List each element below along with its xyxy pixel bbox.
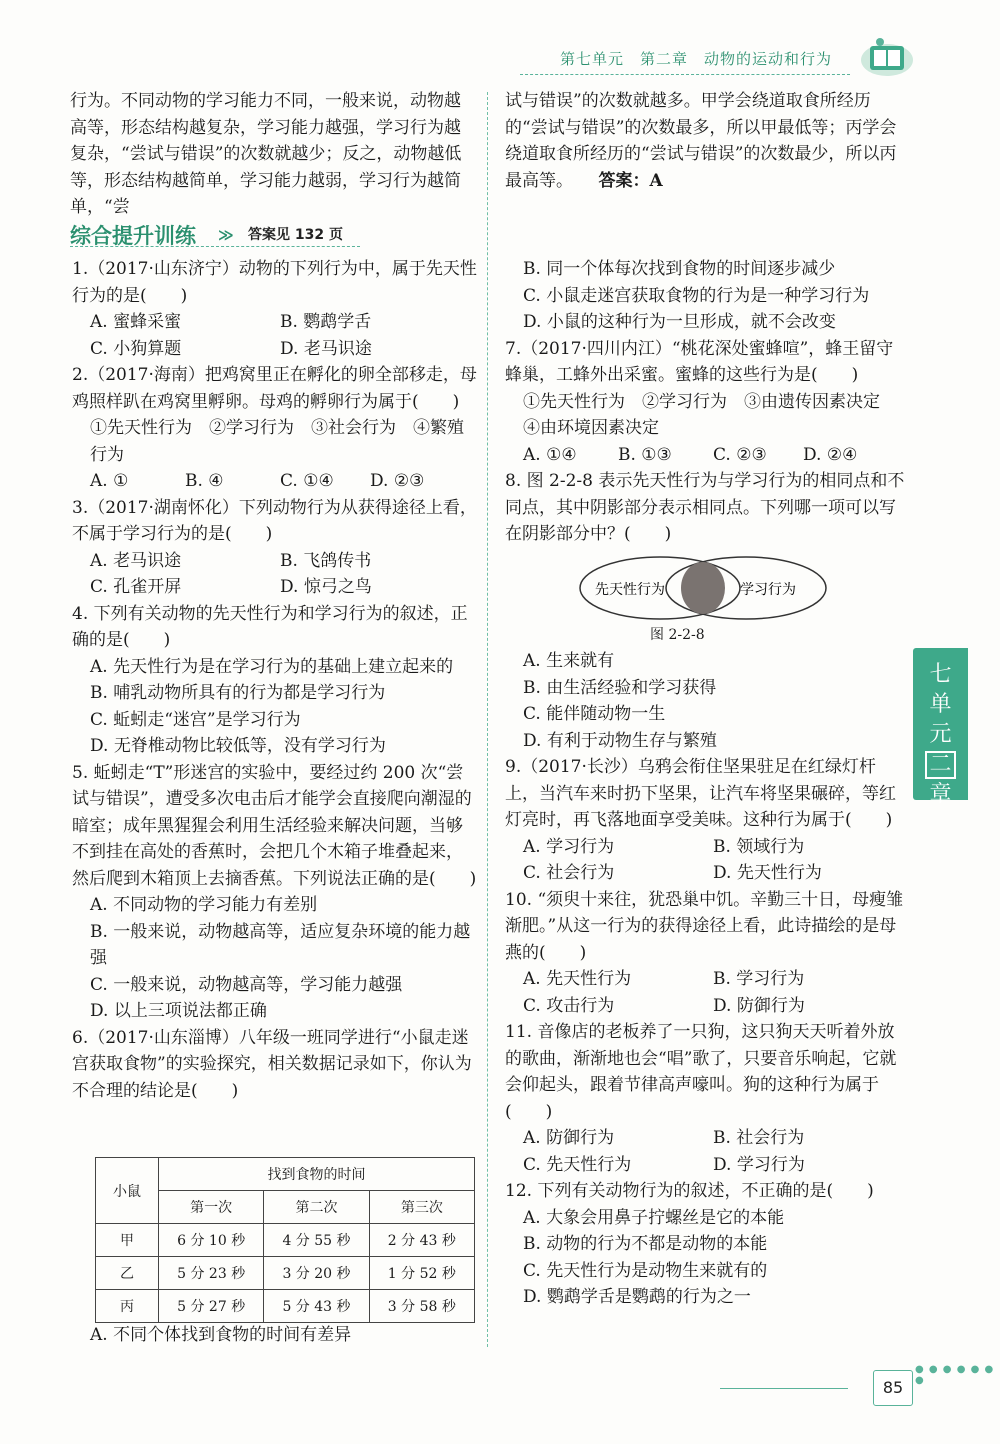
q11-options-2 bbox=[505, 1152, 905, 1179]
q2-options bbox=[72, 468, 477, 495]
q7-option-d: D. ②④ bbox=[803, 444, 858, 465]
q5-option-b: B. 一般来说，动物越高等，适应复杂环境的能力越强 bbox=[90, 921, 471, 968]
table-header-row bbox=[96, 1158, 475, 1191]
q1-stem: 1.（2017·山东济宁）动物的下列行为中，属于先天性行为的是( ) bbox=[72, 259, 477, 306]
intro-left bbox=[70, 88, 475, 221]
chapter-breadcrumb: 第七单元 第二章 动物的运动和行为 bbox=[560, 50, 833, 68]
section-arrow-icon: ≫ bbox=[218, 226, 234, 244]
q3-options-2 bbox=[72, 574, 477, 601]
table-row-name: 丙 bbox=[96, 1290, 159, 1323]
q12-option-c: C. 先天性行为是动物生来就有的 bbox=[523, 1260, 768, 1281]
q10-options-2 bbox=[505, 993, 905, 1020]
q9-stem: 9.（2017·长沙）乌鸦会衔住坚果驻足在红绿灯杆上，当汽车来时扔下坚果，让汽车将坚果碾碎，等红灯亮时，再飞落地面享受美味。这种行为属于( ) bbox=[505, 757, 896, 830]
q9-options-2 bbox=[505, 860, 905, 887]
section-underline bbox=[70, 246, 360, 247]
table-col-header: 第三次 bbox=[369, 1191, 474, 1224]
table-row bbox=[96, 1224, 475, 1257]
q4-option-b: B. 哺乳动物所具有的行为都是学习行为 bbox=[90, 683, 386, 703]
q6-option-d: D. 小鼠的这种行为一旦形成，就不会改变 bbox=[523, 312, 836, 332]
left-question-column bbox=[72, 256, 477, 1104]
table-group-header: 找到食物的时间 bbox=[159, 1158, 475, 1191]
q1-options bbox=[72, 309, 477, 336]
table-cell: 3 分 20 秒 bbox=[264, 1257, 369, 1290]
q3-option-c: C. 孔雀开屏 bbox=[90, 577, 182, 597]
q9-option-a: A. 学习行为 bbox=[523, 836, 615, 857]
q10-option-d: D. 防御行为 bbox=[713, 995, 805, 1016]
q10-option-a: A. 先天性行为 bbox=[523, 969, 632, 989]
q4-option-d: D. 无脊椎动物比较低等，没有学习行为 bbox=[90, 736, 386, 756]
side-tab-boxed: 二 bbox=[925, 751, 955, 779]
table-cell: 1 分 52 秒 bbox=[369, 1257, 474, 1290]
table-corner: 小鼠 bbox=[96, 1158, 159, 1224]
q4-stem: 4. 下列有关动物的先天性行为和学习行为的叙述，正确的是( ) bbox=[72, 603, 468, 650]
side-tab-line: 章 bbox=[929, 782, 952, 807]
q11-option-b: B. 社会行为 bbox=[713, 1128, 805, 1148]
q7-options bbox=[505, 442, 910, 469]
q10-option-c: C. 攻击行为 bbox=[523, 995, 615, 1016]
page-number: 85 bbox=[873, 1370, 913, 1406]
q6-stem: 6.（2017·山东淄博）八年级一班同学进行“小鼠走迷宫获取食物”的实验探究，相关数据记录如下，你认为不合理的结论是( ) bbox=[72, 1027, 472, 1101]
q5-option-c: C. 一般来说，动物越高等，学习能力越强 bbox=[90, 974, 403, 995]
q12-option-a: A. 大象会用鼻子拧螺丝是它的本能 bbox=[523, 1207, 785, 1228]
q11-option-d: D. 学习行为 bbox=[713, 1154, 805, 1175]
q2-option-c: C. ①④ bbox=[280, 471, 334, 491]
q6-option-b: B. 同一个体每次找到食物的时间逐步减少 bbox=[523, 259, 836, 279]
venn-right-label: 学习行为 bbox=[740, 582, 796, 598]
table-cell: 6 分 10 秒 bbox=[159, 1224, 264, 1257]
q5-stem: 5. 蚯蚓走“T”形迷宫的实验中，要经过约 200 次“尝试与错误”，遭受多次电击后才能学会直接爬向潮湿的暗室；成年黑猩猩会利用生活经验来解决问题，当够不到挂在高处的香蕉时，会把几个木箱子堆叠起来，然后爬到木箱顶上去摘香蕉。下列说法正确的是( ) bbox=[72, 762, 477, 889]
q2-sub-options: ①先天性行为 ②学习行为 ③社会行为 ④繁殖行为 bbox=[90, 418, 464, 465]
table-row-name: 甲 bbox=[96, 1224, 159, 1257]
column-divider bbox=[487, 92, 488, 1347]
answer-value: A bbox=[649, 170, 663, 191]
q3-option-d: D. 惊弓之鸟 bbox=[280, 577, 372, 597]
chapter-side-tab bbox=[913, 648, 968, 807]
table-col-header: 第二次 bbox=[264, 1191, 369, 1224]
intro-right-text: 试与错误”的次数就越多。甲学会绕道取食所经历的“尝试与错误”的次数最多，所以甲最低等；丙学会绕道取食所经历的“尝试与错误”的次数最少，所以丙最高等。 答案：A bbox=[505, 91, 897, 191]
q2-option-a: A. ① bbox=[90, 471, 129, 491]
q1-option-a: A. 蜜蜂采蜜 bbox=[90, 312, 182, 332]
q7-option-b: B. ①③ bbox=[618, 444, 672, 465]
q3-option-a: A. 老马识途 bbox=[90, 550, 182, 571]
q1-option-b: B. 鹦鹉学舌 bbox=[280, 312, 372, 332]
q3-stem: 3.（2017·湖南怀化）下列动物行为从获得途径上看，不属于学习行为的是( ) bbox=[72, 497, 477, 544]
q7-option-a: A. ①④ bbox=[523, 444, 577, 465]
intro-right bbox=[505, 88, 910, 194]
q2-option-b: B. ④ bbox=[185, 471, 224, 491]
q3-option-b: B. 飞鸽传书 bbox=[280, 550, 372, 571]
q8-option-b: B. 由生活经验和学习获得 bbox=[523, 677, 717, 698]
intro-left-text: 行为。不同动物的学习能力不同，一般来说，动物越高等，形态结构越复杂，学习能力越强，学习行为越复杂，“尝试与错误”的次数就越少；反之，动物越低等，形态结构越简单，学习能力越弱，学习行为越简单，“尝 bbox=[70, 91, 462, 217]
side-tab-line bbox=[913, 750, 968, 780]
table-cell: 3 分 58 秒 bbox=[369, 1290, 474, 1323]
answer-page-ref: 答案见 132 页 bbox=[248, 227, 343, 243]
side-tab-line: 七 bbox=[929, 662, 952, 687]
side-tab-line: 元 bbox=[929, 722, 952, 747]
figure-caption: 图 2-2-8 bbox=[650, 627, 705, 643]
q7-option-c: C. ②③ bbox=[713, 444, 767, 465]
q5-option-a: A. 不同动物的学习能力有差别 bbox=[90, 895, 318, 915]
q12-option-d: D. 鹦鹉学舌是鹦鹉的行为之一 bbox=[523, 1287, 751, 1307]
answer-label: 答案： bbox=[598, 170, 650, 191]
q8-stem: 8. 图 2-2-8 表示先天性行为与学习行为的相同点和不同点，其中阴影部分表示相同点。下列哪一项可以写在阴影部分中？( ) bbox=[505, 471, 905, 544]
q11-option-c: C. 先天性行为 bbox=[523, 1154, 632, 1175]
venn-diagram bbox=[578, 555, 828, 621]
header-divider bbox=[520, 74, 850, 75]
q8-option-d: D. 有利于动物生存与繁殖 bbox=[523, 730, 717, 751]
q2-option-d: D. ②③ bbox=[370, 471, 425, 491]
venn-left-label: 先天性行为 bbox=[595, 582, 665, 598]
q6-option-a-wrap bbox=[90, 1322, 480, 1349]
q10-options bbox=[505, 966, 905, 993]
q3-options bbox=[72, 548, 477, 575]
side-tab-line: 单 bbox=[929, 692, 952, 717]
q10-stem: 10. “须臾十来往，犹恐巢中饥。辛勤三十日，母瘦雏渐肥。”从这一行为的获得途径上看，此诗描绘的是母燕的( ) bbox=[505, 889, 904, 963]
q11-options bbox=[505, 1125, 905, 1152]
table-col-header: 第一次 bbox=[159, 1191, 264, 1224]
q7-stem: 7.（2017·四川内江）“桃花深处蜜蜂喧”，蜂王留守蜂巢，工蜂外出采蜜。蜜蜂的这些行为是( ) bbox=[505, 338, 894, 385]
q7-sub-options: ①先天性行为 ②学习行为 ③由遗传因素决定 ④由环境因素决定 bbox=[523, 391, 897, 438]
mouse-maze-table bbox=[95, 1157, 475, 1323]
q9-option-d: D. 先天性行为 bbox=[713, 863, 822, 883]
q8-option-a: A. 生来就有 bbox=[523, 651, 615, 671]
footer-dots-icon: ● ● ● ● ● ● ● bbox=[915, 1364, 995, 1386]
q4-option-c: C. 蚯蚓走“迷宫”是学习行为 bbox=[90, 709, 301, 730]
q11-stem: 11. 音像店的老板养了一只狗，这只狗天天听着外放的歌曲，渐渐地也会“唱”歌了，只要音乐响起，它就会仰起头，跟着节律高声嚎叫。狗的这种行为属于( ) bbox=[505, 1022, 897, 1122]
venn-overlap-shade bbox=[681, 562, 725, 614]
table-cell: 2 分 43 秒 bbox=[369, 1224, 474, 1257]
q11-option-a: A. 防御行为 bbox=[523, 1128, 615, 1148]
section-title: 综合提升训练 bbox=[70, 224, 196, 248]
q6-option-a: A. 不同个体找到食物的时间有差异 bbox=[90, 1325, 352, 1345]
right-question-column-bottom bbox=[505, 648, 905, 1311]
right-question-column-top bbox=[505, 256, 910, 548]
q9-option-b: B. 领域行为 bbox=[713, 836, 805, 857]
q1-option-c: C. 小狗算题 bbox=[90, 338, 182, 359]
table-cell: 5 分 23 秒 bbox=[159, 1257, 264, 1290]
table-row-name: 乙 bbox=[96, 1257, 159, 1290]
q8-option-c: C. 能伴随动物一生 bbox=[523, 704, 666, 724]
footer-line bbox=[720, 1388, 848, 1389]
q12-option-b: B. 动物的行为不都是动物的本能 bbox=[523, 1234, 768, 1254]
table-row bbox=[96, 1290, 475, 1323]
q1-option-d: D. 老马识途 bbox=[280, 338, 372, 359]
table-cell: 4 分 55 秒 bbox=[264, 1224, 369, 1257]
table-row bbox=[96, 1257, 475, 1290]
q1-options-2 bbox=[72, 336, 477, 363]
table-cell: 5 分 43 秒 bbox=[264, 1290, 369, 1323]
q10-option-b: B. 学习行为 bbox=[713, 969, 805, 989]
table-cell: 5 分 27 秒 bbox=[159, 1290, 264, 1323]
q4-option-a: A. 先天性行为是在学习行为的基础上建立起来的 bbox=[90, 656, 454, 677]
q2-stem: 2.（2017·海南）把鸡窝里正在孵化的卵全部移走，母鸡照样趴在鸡窝里孵卵。母鸡的孵卵行为属于( ) bbox=[72, 365, 477, 412]
q9-options bbox=[505, 834, 905, 861]
q9-option-c: C. 社会行为 bbox=[523, 863, 615, 883]
q6-option-c: C. 小鼠走迷宫获取食物的行为是一种学习行为 bbox=[523, 285, 870, 306]
book-badge-icon bbox=[858, 36, 916, 78]
q12-stem: 12. 下列有关动物行为的叙述，不正确的是( ) bbox=[505, 1181, 874, 1201]
q5-option-d: D. 以上三项说法都正确 bbox=[90, 1001, 267, 1021]
